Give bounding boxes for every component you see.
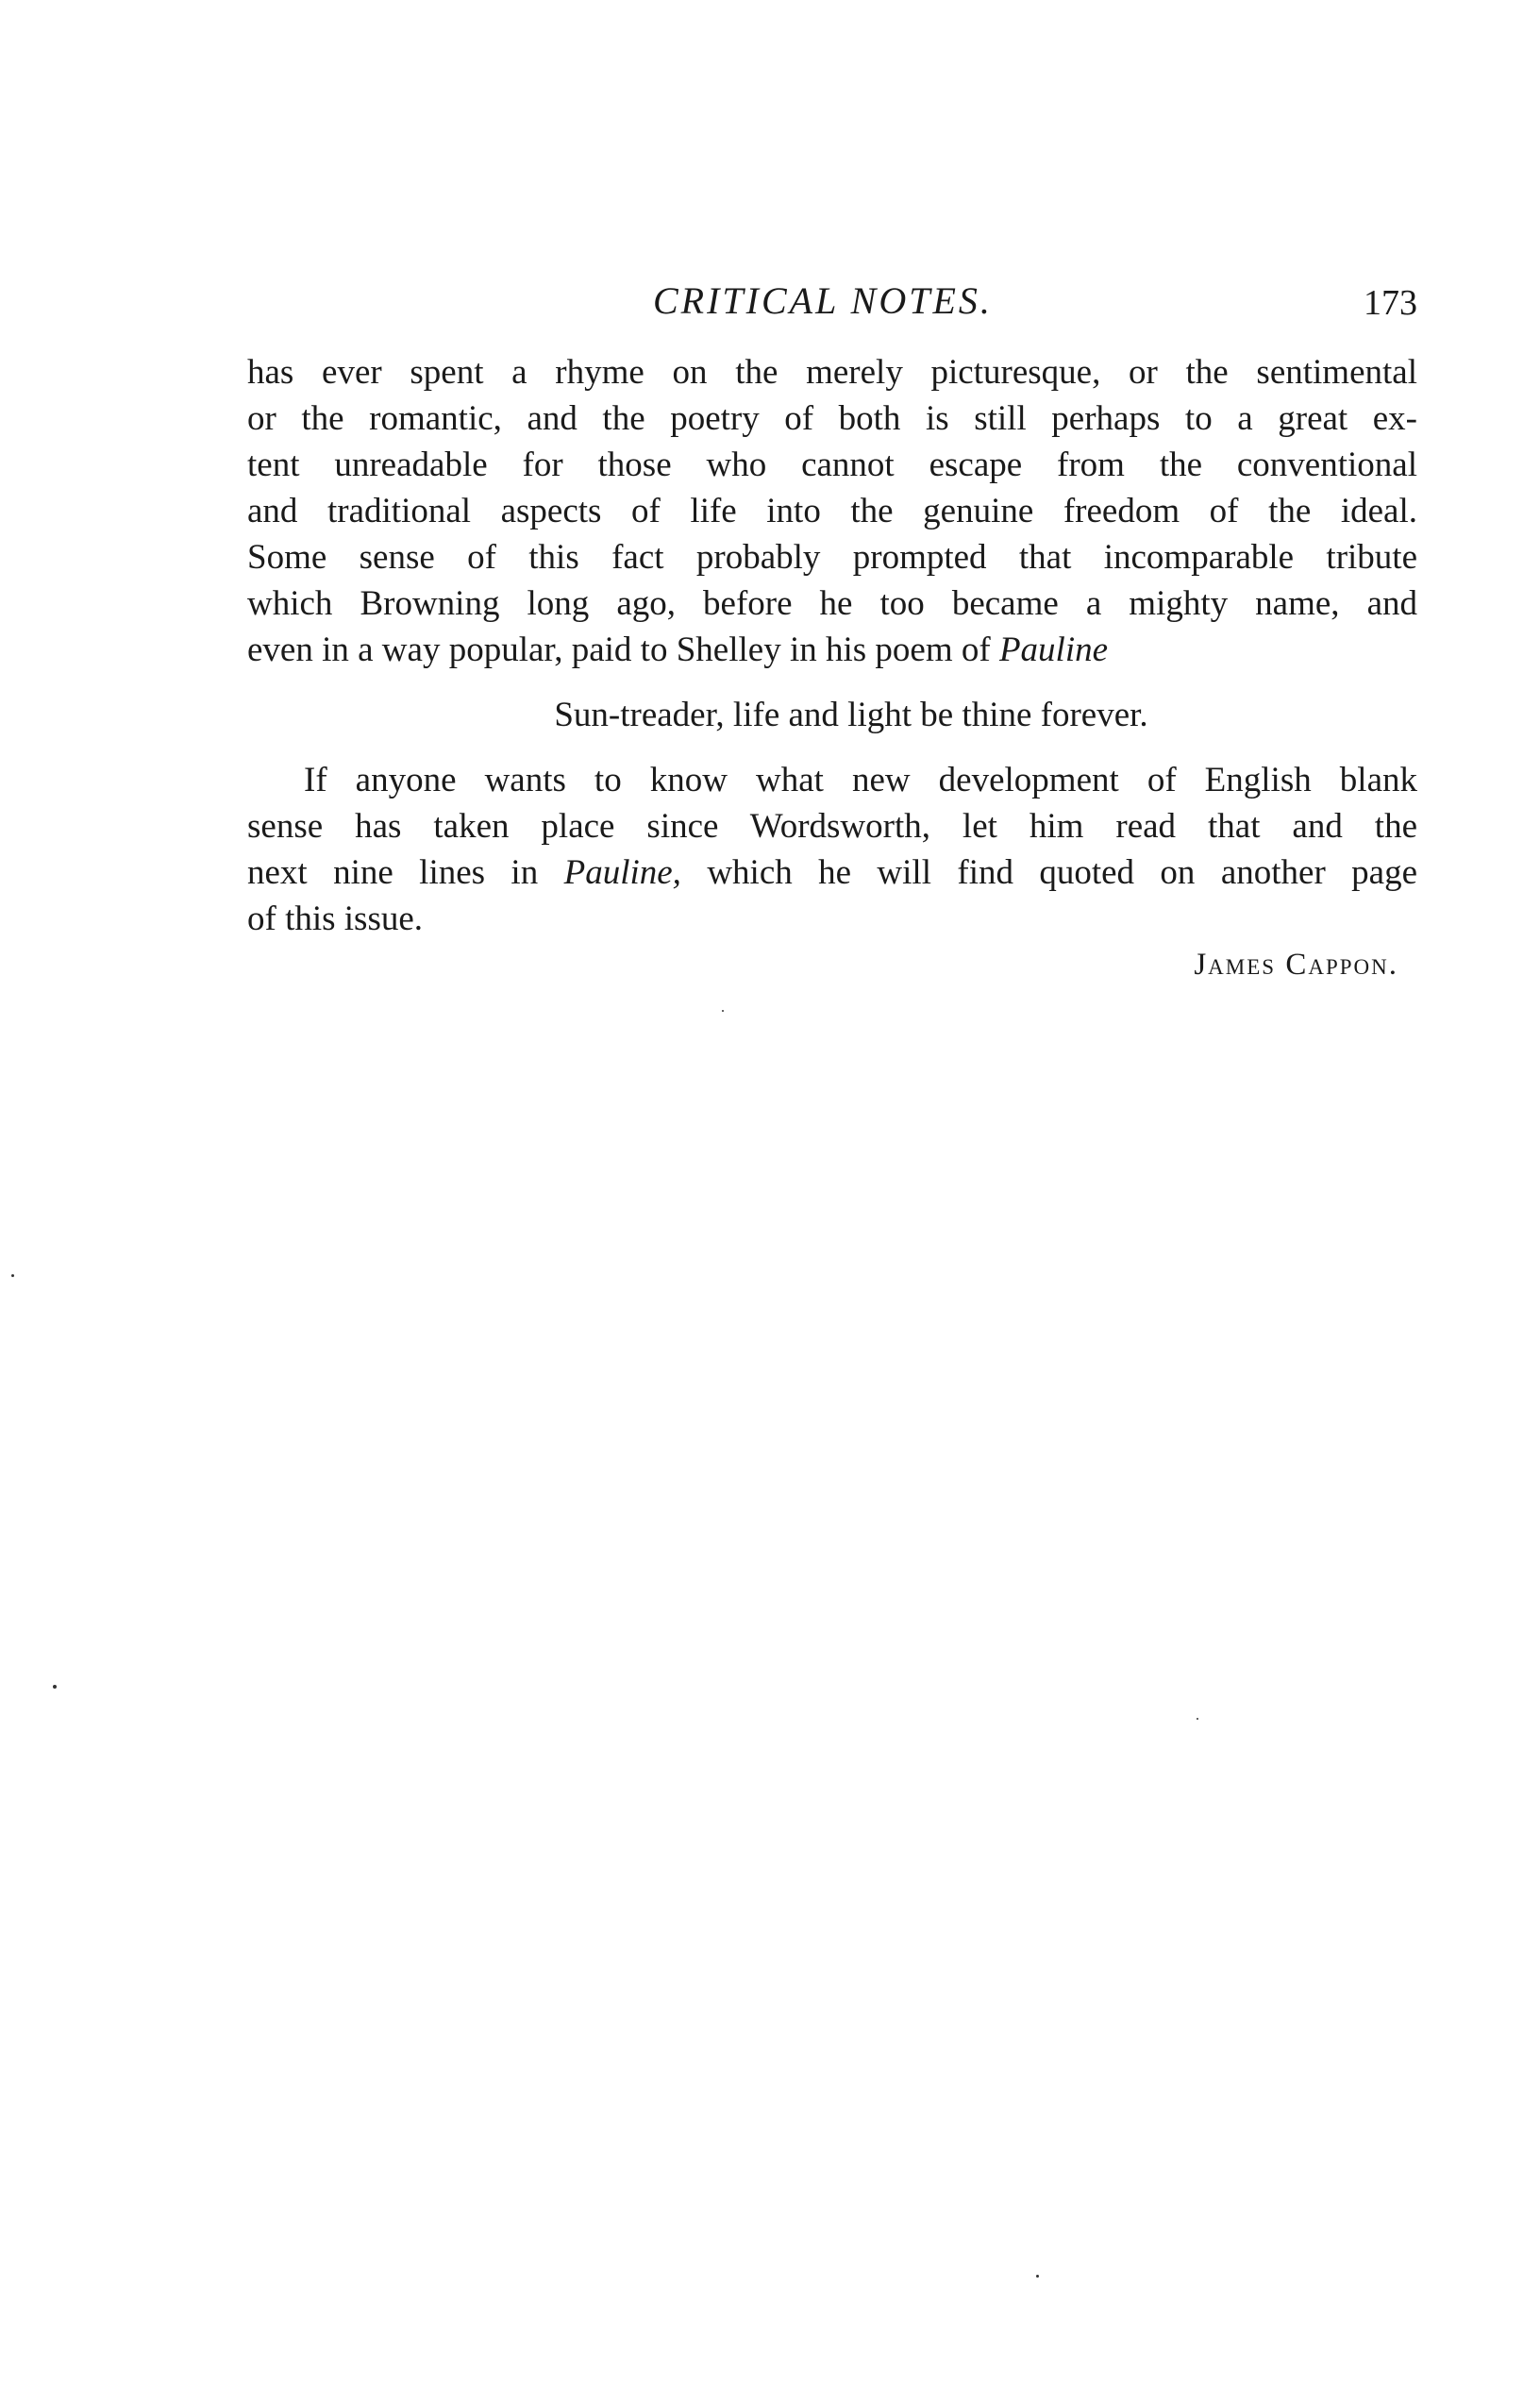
page-number: 173 [1364,283,1417,323]
poem-title-pauline: Pauline, [563,853,681,892]
body-text [247,349,1417,983]
running-head [247,278,1417,326]
block-quote: Sun-treader, life and light be thine forever. [554,696,1148,734]
paragraph-line-text: which he will find quoted on another page [680,853,1417,892]
paragraph-line-text: even in a way popular, paid to Shelley in his poem of [247,631,999,669]
author-signature: James Cappon. [1194,948,1398,982]
scan-speck [53,1685,57,1689]
scan-speck [11,1274,14,1277]
paragraph-line: or the romantic, and the poetry of both is still perhaps to a great ex- [247,399,1417,438]
paragraph-line: tent unreadable for those who cannot escape from the conventional [247,446,1417,484]
scan-speck [1197,1718,1198,1720]
running-head-title: CRITICAL NOTES. [653,279,993,322]
scan-speck [1036,2275,1039,2278]
paragraph-line [247,627,1417,673]
poem-title-pauline: Pauline [998,631,1109,669]
paragraph-line: and traditional aspects of life into the genuine freedom of the ideal. [247,492,1417,530]
paragraph-line [247,849,1417,896]
paragraph-line: which Browning long ago, before he too became a mighty name, and [247,584,1417,623]
scan-speck [722,1010,724,1012]
paragraph-line: If anyone wants to know what new development of English blank [304,761,1417,799]
paragraph-line-text: next nine lines in [247,853,564,892]
paragraph-line: of this issue. [247,900,424,938]
paragraph-line: Some sense of this fact probably prompted that incomparable tribute [247,538,1417,577]
paragraph-line: has ever spent a rhyme on the merely picturesque, or the sentimental [247,353,1417,392]
paragraph-line: sense has taken place since Wordsworth, let him read that and the [247,807,1417,846]
